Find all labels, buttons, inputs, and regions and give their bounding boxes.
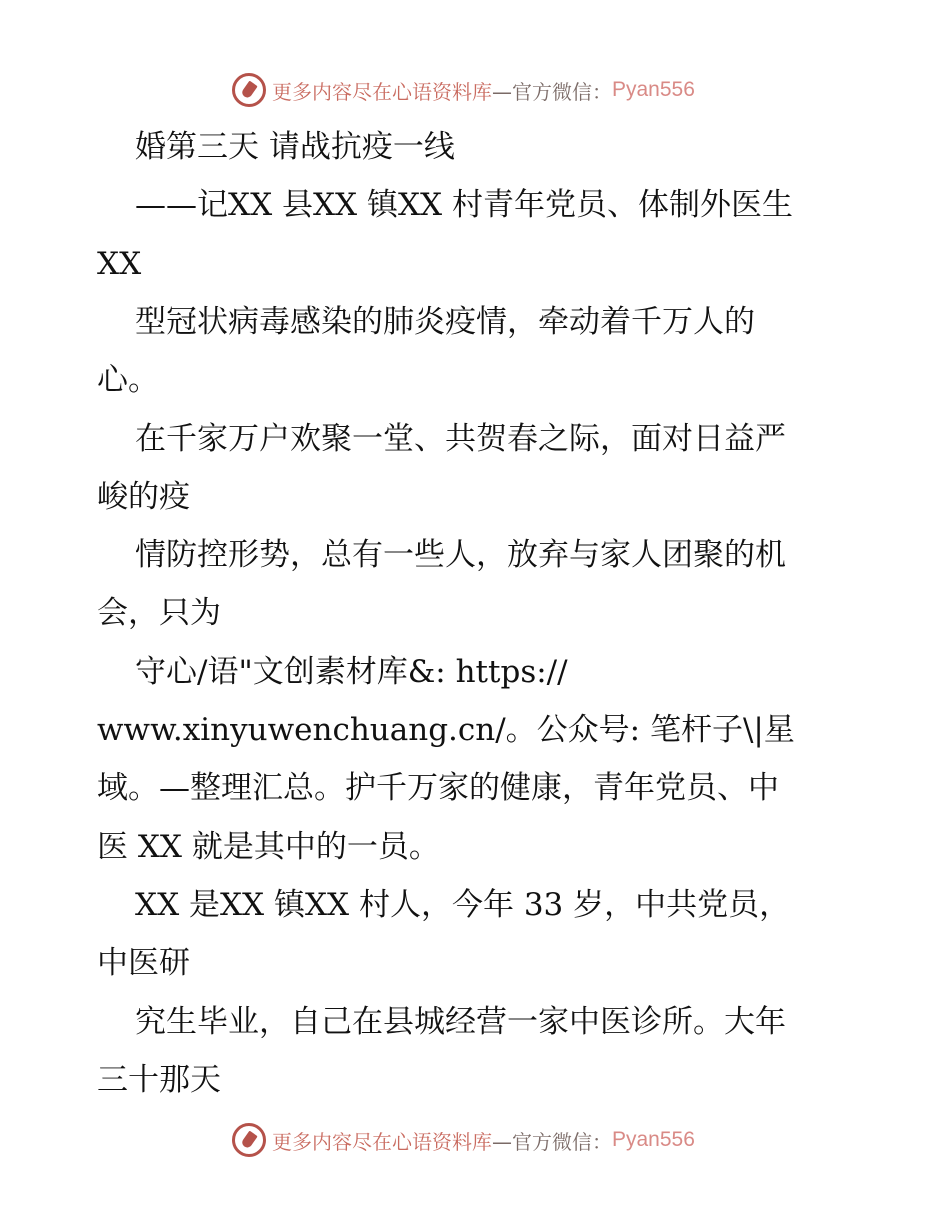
text-line: 医 XX 就是其中的一员。	[97, 828, 440, 865]
text-line: 婚第三天 请战抗疫一线	[135, 129, 455, 165]
text-line: ——记XX 县XX 镇XX 村青年党员、体制外医生	[135, 187, 793, 224]
pen-logo-icon	[232, 1123, 266, 1157]
header-banner	[232, 70, 695, 110]
banner-wechat-id: Pyan556	[612, 78, 695, 101]
text-line: 三十那天	[97, 1061, 221, 1098]
text-line: 中医研	[97, 945, 190, 982]
banner-wechat-id: Pyan556	[612, 1128, 695, 1151]
text-line: 峻的疫	[97, 478, 190, 515]
footer-banner	[232, 1120, 695, 1160]
text-line: 会，只为	[97, 595, 221, 632]
banner-text: 更多内容尽在心语资料库	[272, 1129, 492, 1154]
text-line: 域。—整理汇总。护千万家的健康，青年党员、中	[97, 770, 779, 807]
banner-label: —官方微信：	[492, 79, 612, 104]
text-line: 在千家万户欢聚一堂、共贺春之际，面对日益严	[135, 420, 786, 457]
text-line: 型冠状病毒感染的肺炎疫情，牵动着千万人的	[135, 303, 755, 340]
text-line: 情防控形势，总有一些人，放弃与家人团聚的机	[135, 537, 786, 574]
text-line: 究生毕业，自己在县城经营一家中医诊所。大年	[135, 1003, 786, 1040]
text-line: XX	[97, 245, 142, 282]
text-line: www.xinyuwenchuang.cn/。公众号: 笔杆子\|星	[97, 712, 795, 748]
banner-text: 更多内容尽在心语资料库	[272, 79, 492, 104]
text-line: XX 是XX 镇XX 村人，今年 33 岁，中共党员，	[135, 886, 791, 923]
text-line: 守心/语"文创素材库&: https://	[135, 653, 568, 690]
text-line: 心。	[97, 362, 159, 399]
banner-label: —官方微信：	[492, 1129, 612, 1154]
pen-logo-icon	[232, 73, 266, 107]
